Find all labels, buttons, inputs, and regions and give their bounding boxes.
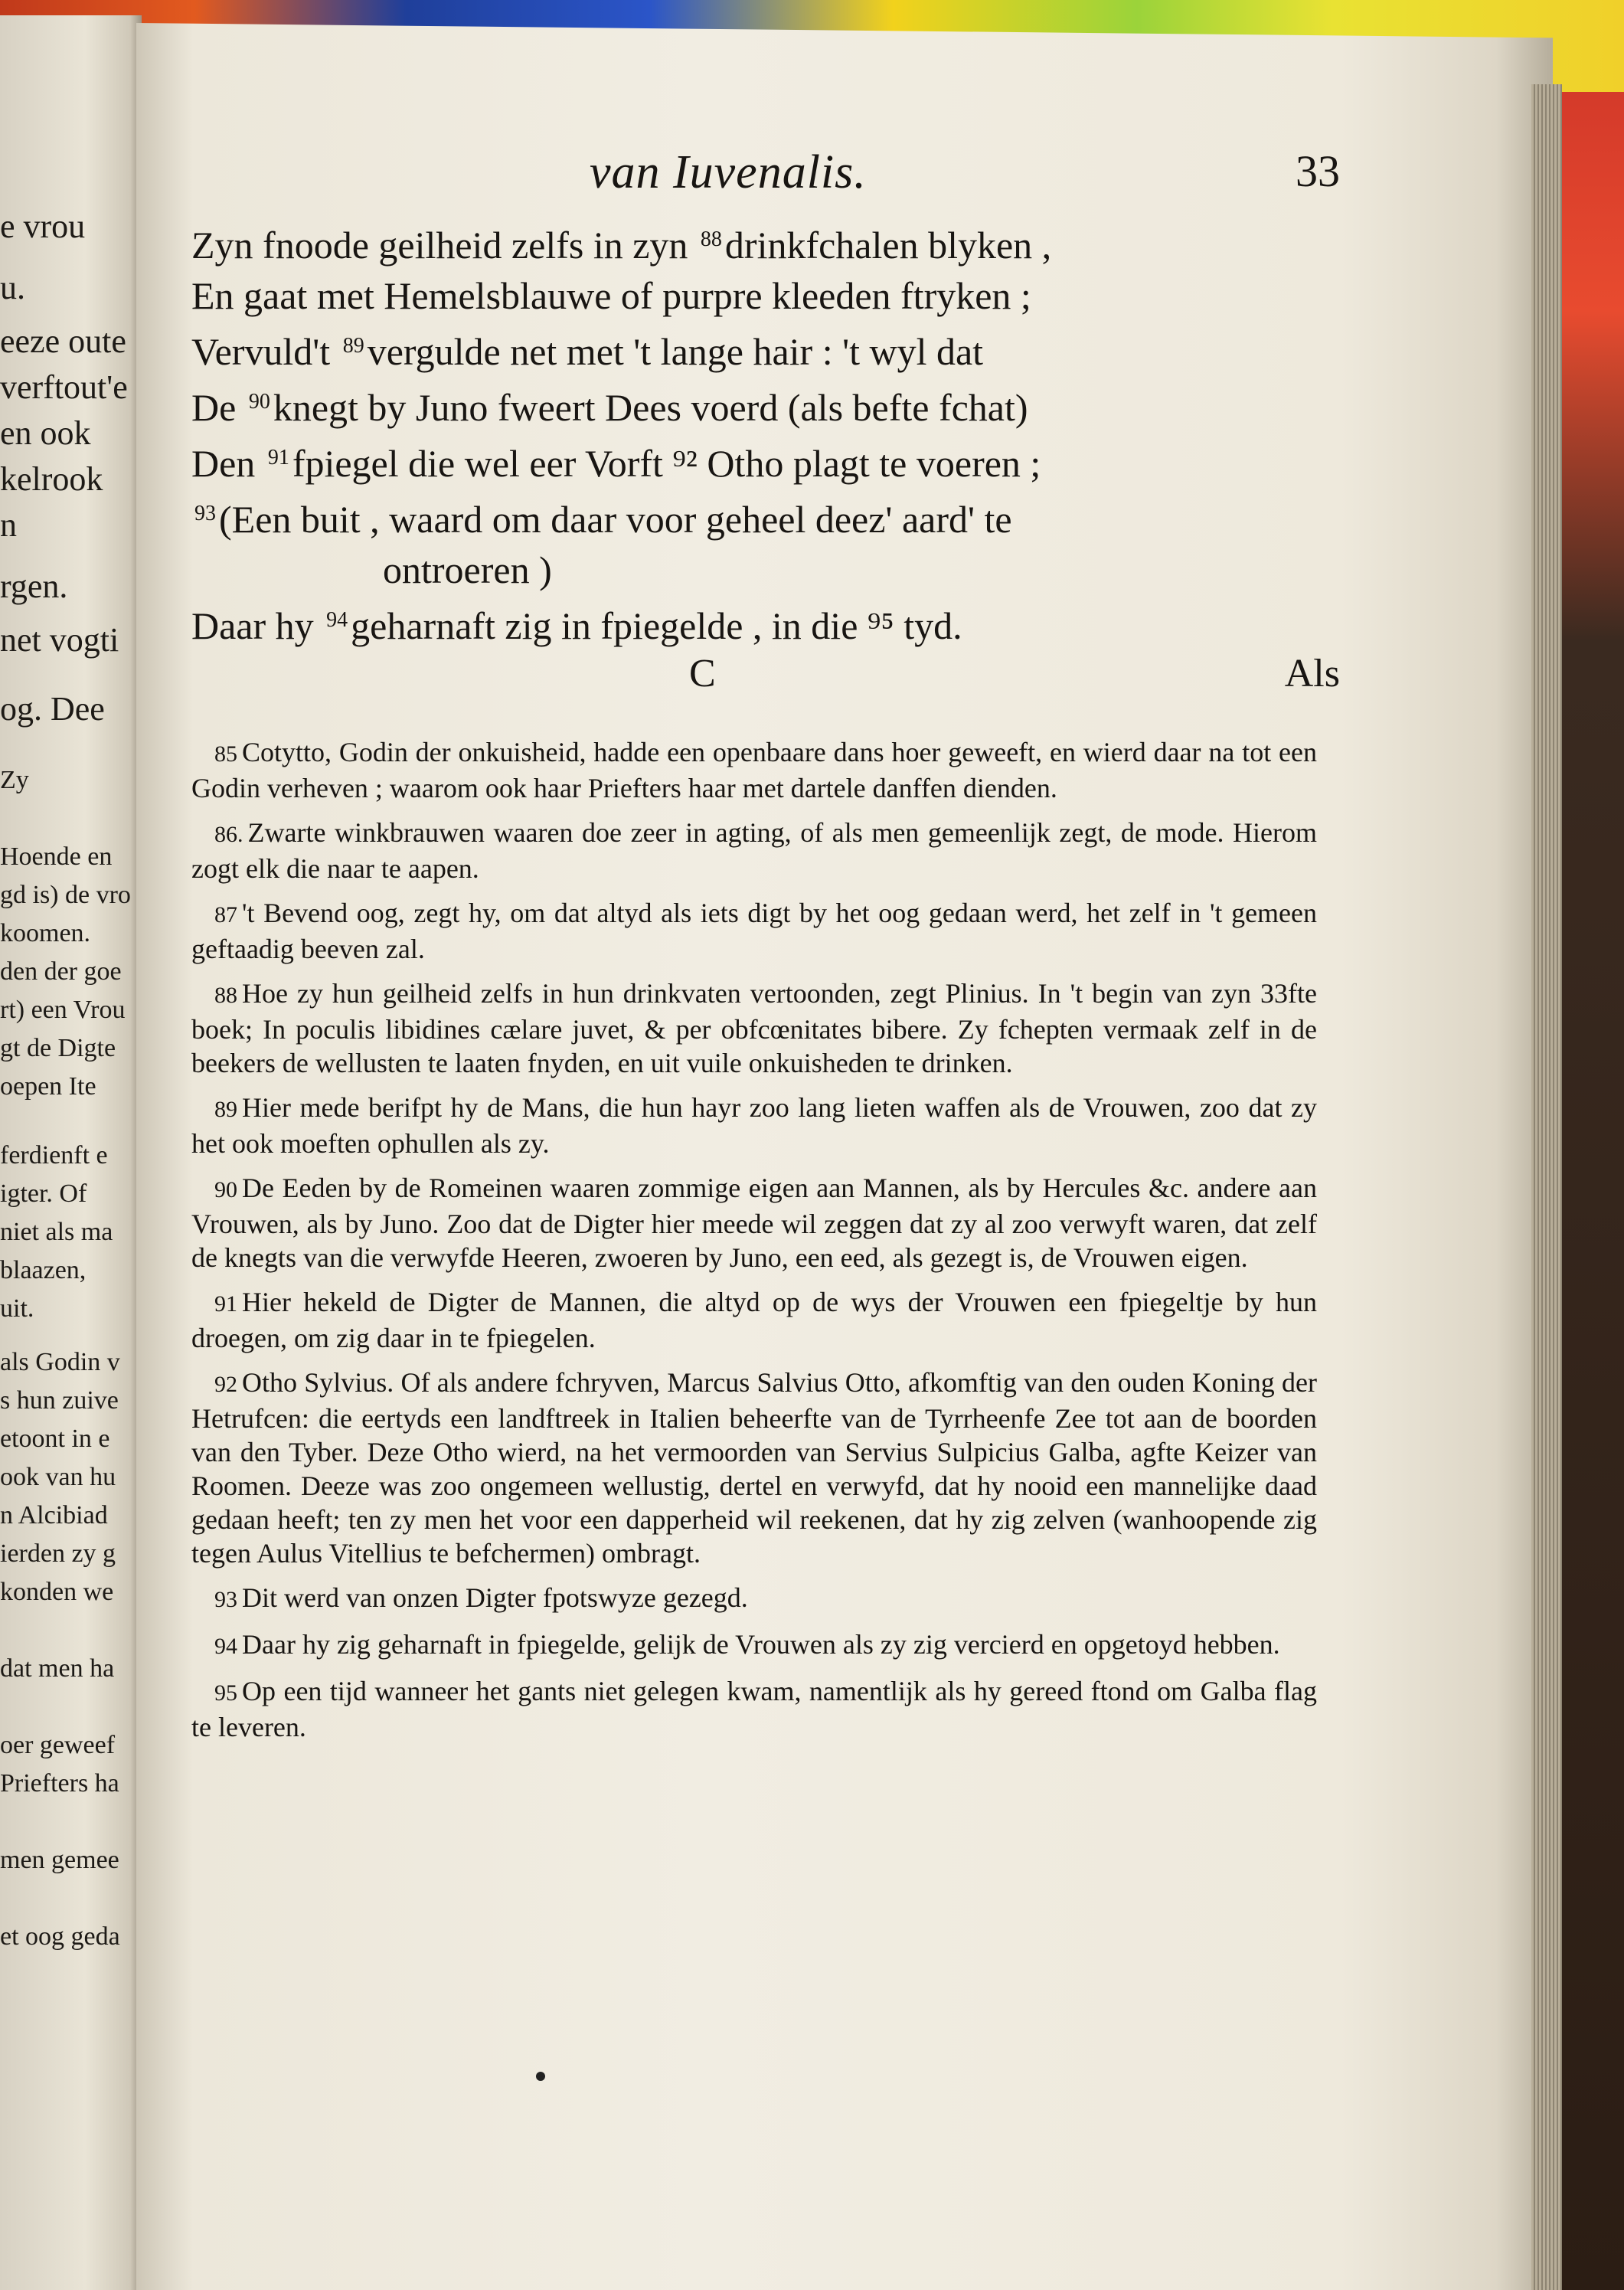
verse-line — [191, 489, 1317, 545]
verse-text: Zyn fnoode geilheid zelfs in zyn — [191, 224, 698, 267]
footnote-number: 92 — [214, 1372, 237, 1397]
left-page-fragment: s hun zuive — [0, 1386, 119, 1415]
left-page-fragment: et oog geda — [0, 1922, 120, 1951]
left-page-fragment: net vogti — [0, 621, 119, 659]
left-page-fragment: Priefters ha — [0, 1769, 119, 1798]
verse-line — [191, 321, 1317, 377]
page-text — [191, 146, 1340, 1755]
verse-text: drinkfchalen blyken , — [724, 224, 1052, 267]
footnote-number: 87 — [214, 902, 237, 927]
signature-row — [191, 651, 1340, 705]
left-page-fragment: n — [0, 506, 17, 544]
verse-text: ontroeren ) — [383, 548, 552, 591]
footnote — [191, 1366, 1317, 1570]
footnote — [191, 977, 1317, 1080]
verse-text: vergulde net met 't lange hair : 't wyl dat — [367, 330, 984, 373]
left-page-fragment: blaazen, — [0, 1256, 87, 1284]
left-page-fragment: oer geweef — [0, 1731, 116, 1759]
left-page-fragment: konden we — [0, 1578, 114, 1606]
note-reference: 89 — [342, 334, 364, 358]
left-page-fragment: men gemee — [0, 1846, 119, 1874]
footnote — [191, 1091, 1317, 1160]
verse-line — [191, 595, 1317, 651]
left-page-fragment: niet als ma — [0, 1218, 113, 1246]
verse-text: Den — [191, 442, 265, 485]
verse-text: Daar hy — [191, 604, 324, 647]
left-page-fragment: uit. — [0, 1294, 34, 1323]
footnote-text: Op een tijd wanneer het gants niet gelegen kwam, namentlijk als hy gereed ftond om Galba flag te leveren. — [191, 1676, 1317, 1742]
footnote-text: Hier mede berifpt hy de Mans, die hun hayr zoo lang lieten waffen als de Vrouwen, zoo dat zy het ook moeften ophullen als zy. — [191, 1092, 1317, 1159]
footnote — [191, 1285, 1317, 1355]
verse-text: Vervuld't — [191, 330, 340, 373]
left-page-fragment: etoont in e — [0, 1425, 110, 1453]
left-page-fragment: Zy — [0, 766, 29, 794]
left-page-fragment: gd is) de vro — [0, 881, 131, 909]
left-page-fragment: eeze oute — [0, 322, 126, 360]
left-page — [0, 15, 142, 2290]
left-page-fragment: dat men ha — [0, 1654, 115, 1683]
note-reference: 94 — [326, 608, 348, 632]
left-page-fragment: u. — [0, 269, 25, 306]
left-page-fragment: igter. Of — [0, 1179, 87, 1208]
signature-mark: C — [689, 652, 716, 695]
footnote-text: Daar hy zig geharnaft in fpiegelde, gelijk de Vrouwen als zy zig vercierd en opgetoyd hebben. — [242, 1629, 1280, 1660]
verse-text: (Een buit , waard om daar voor geheel deez' aard' te — [219, 498, 1012, 541]
footnote-number: 90 — [214, 1177, 237, 1202]
footnote-number: 94 — [214, 1634, 237, 1659]
left-page-fragment: ook van hu — [0, 1463, 116, 1491]
footnote — [191, 735, 1317, 805]
footnote-number: 93 — [214, 1587, 237, 1612]
catchword: Als — [1284, 652, 1340, 695]
footnote — [191, 1581, 1317, 1617]
verse-line — [191, 377, 1317, 433]
left-page-fragment: den der goe — [0, 957, 122, 986]
footnote-text: Zwarte winkbrauwen waaren doe zeer in agting, of als men gemeenlijk zegt, de mode. Hierom zogt elk die naar te aapen. — [191, 817, 1317, 884]
note-reference: 88 — [700, 227, 722, 251]
footnote-number: 95 — [214, 1680, 237, 1706]
footnote-text: De Eeden by de Romeinen waaren zommige eigen aan Mannen, als by Hercules &c. andere aan Vrouwen, als by Juno. Zoo dat de Digter hier meede wil zeggen dat zy al zoo verwyft waren, dat zelf de knegts van die verwyfde Heeren, zwoeren by Juno, een eed, als gezegt is, de Vrouwen eigen. — [191, 1173, 1317, 1273]
footnote-number: 86. — [214, 822, 243, 847]
left-page-fragment: rt) een Vrou — [0, 996, 126, 1024]
left-page-fragment: e vrou — [0, 208, 86, 245]
left-page-fragment: rgen. — [0, 568, 68, 605]
verse-text: De — [191, 386, 246, 429]
ink-dot — [536, 2072, 545, 2081]
footnotes — [191, 735, 1317, 1744]
footnote-number: 88 — [214, 983, 237, 1008]
left-page-fragment: ferdienft e — [0, 1141, 108, 1170]
left-page-fragment: en ook — [0, 414, 91, 452]
footnote-text: Hoe zy hun geilheid zelfs in hun drinkvaten vertoonden, zegt Plinius. In 't begin van zyn 33fte boek; In poculis libidines cælare juvet, & per obfcœnitates bibere. Zy fchepten vermaak zelf in de beekers de wellusten te laaten fnyden, en uit vuile onkuisheden te drinken. — [191, 978, 1317, 1078]
footnote — [191, 1171, 1317, 1274]
footnote — [191, 896, 1317, 966]
footnote-text: Cotytto, Godin der onkuisheid, hadde een openbaare dans hoer geweeft, en wierd daar na tot een Godin verheven ; waarom ook haar Priefters haar met dartele danffen dienden. — [191, 737, 1317, 803]
running-title: van Iuvenalis. — [590, 146, 867, 198]
page-number: 33 — [1296, 146, 1340, 196]
verse-line — [191, 270, 1317, 321]
left-page-fragment: als Godin v — [0, 1348, 120, 1376]
verse-line — [191, 214, 1317, 270]
footnote-text: Dit werd van onzen Digter fpotswyze gezegd. — [242, 1582, 748, 1613]
left-page-fragment: n Alcibiad — [0, 1501, 108, 1529]
verse-text: En gaat met Hemelsblauwe of purpre kleeden ftryken ; — [191, 274, 1031, 317]
footnote-text: Otho Sylvius. Of als andere fchryven, Marcus Salvius Otto, afkomftig van den ouden Koning der Hetrufcen: die eertyds een landftreek in Italien beheerfte van de Tyrrheenfe Zee tot aan de boorden van den Tyber. Deze Otho wierd, na het vermoorden van Servius Sulpicius Galba, agfte Keizer van Roomen. Deeze was zoo ongemeen wellustig, dertel en verwyfd, dat hy nooid een mannelijke daad gedaan heeft; ten zy men het voor een dapperheid wil reekenen, dat hy zig zelven (wanhoopende zig tegen Aulus Vitellius te befchermen) ombragt. — [191, 1367, 1317, 1569]
note-reference: 91 — [267, 446, 289, 469]
verse-text: fpiegel die wel eer Vorft ⁹² Otho plagt te voeren ; — [292, 442, 1041, 485]
left-page-fragment: kelrook — [0, 460, 103, 498]
footnote-text: 't Bevend oog, zegt hy, om dat altyd als iets digt by het oog gedaan werd, het zelf in 't gemeen geftaadig beeven zal. — [191, 898, 1317, 964]
footnote-number: 85 — [214, 741, 237, 767]
verse-text: knegt by Juno fweert Dees voerd (als befte fchat) — [273, 386, 1028, 429]
verse-block — [191, 214, 1317, 651]
note-reference: 93 — [194, 502, 216, 525]
verse-text: geharnaft zig in fpiegelde , in die ⁹⁵ tyd. — [351, 604, 962, 647]
note-reference: 90 — [248, 390, 270, 414]
verse-line — [191, 545, 1317, 595]
left-page-fragment: verftout'e — [0, 368, 128, 406]
left-page-fragment: Hoende en — [0, 842, 113, 871]
background-right-edge — [1555, 92, 1624, 2290]
footnote-number: 89 — [214, 1097, 237, 1122]
footnote — [191, 816, 1317, 885]
verse-line — [191, 433, 1317, 489]
footnote — [191, 1674, 1317, 1744]
left-page-fragment: koomen. — [0, 919, 91, 947]
left-page-fragment: ierden zy g — [0, 1539, 116, 1568]
left-page-fragment: gt de Digte — [0, 1034, 116, 1062]
page-edges — [1531, 84, 1562, 2290]
footnote-text: Hier hekeld de Digter de Mannen, die altyd op de wys der Vrouwen een fpiegeltje by hun droegen, om zig daar in te fpiegelen. — [191, 1287, 1317, 1353]
left-page-fragment: og. Dee — [0, 690, 105, 728]
footnote-number: 91 — [214, 1291, 237, 1317]
page-header — [191, 146, 1340, 214]
left-page-fragment: oepen Ite — [0, 1072, 96, 1101]
footnote — [191, 1628, 1317, 1664]
